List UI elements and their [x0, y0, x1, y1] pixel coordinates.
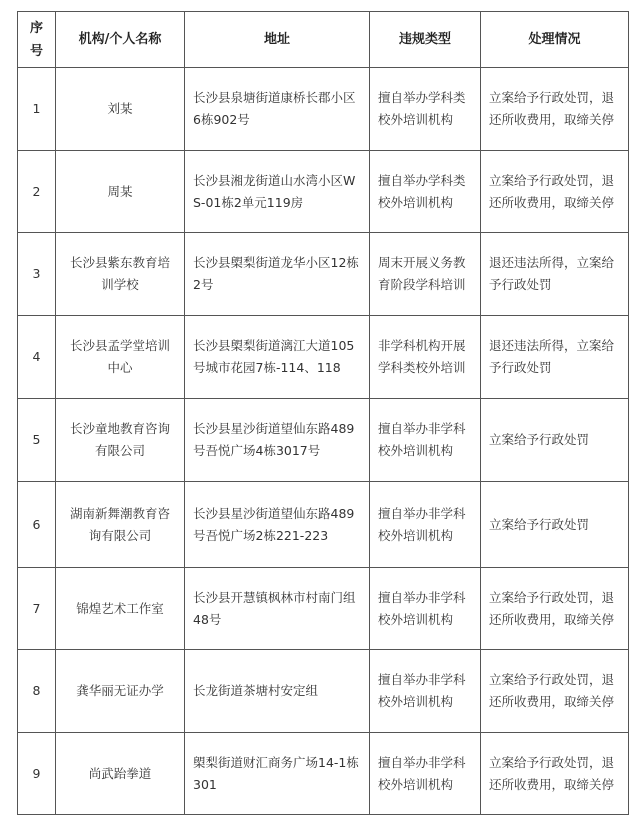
table-row: [18, 733, 629, 815]
cell-seq: 2: [18, 151, 56, 233]
cell-handling: 退还违法所得，立案给予行政处罚: [481, 233, 629, 316]
table-row: [18, 68, 629, 151]
cell-name: 长沙县孟学堂培训中心: [56, 316, 185, 399]
cell-name: 刘某: [56, 68, 185, 151]
cell-violation: 周末开展义务教育阶段学科培训: [370, 233, 481, 316]
cell-violation: 非学科机构开展学科类校外培训: [370, 316, 481, 399]
table-row: [18, 316, 629, 399]
table-row: [18, 650, 629, 733]
cell-name: 锦煌艺术工作室: [56, 568, 185, 650]
cell-name: 长沙县紫东教育培训学校: [56, 233, 185, 316]
table-row: [18, 151, 629, 233]
cell-handling: 立案给予行政处罚，退还所收费用，取缔关停: [481, 733, 629, 815]
cell-violation: 擅自举办非学科校外培训机构: [370, 399, 481, 482]
header-violation: 违规类型: [370, 12, 481, 68]
cell-seq: 8: [18, 650, 56, 733]
cell-address: 长沙县泉塘街道康桥长郡小区6栋902号: [185, 68, 370, 151]
cell-violation: 擅自举办非学科校外培训机构: [370, 733, 481, 815]
cell-seq: 7: [18, 568, 56, 650]
header-name: 机构/个人名称: [56, 12, 185, 68]
cell-handling: 立案给予行政处罚，退还所收费用，取缔关停: [481, 151, 629, 233]
table-row: [18, 568, 629, 650]
cell-handling: 退还违法所得，立案给予行政处罚: [481, 316, 629, 399]
cell-name: 龚华丽无证办学: [56, 650, 185, 733]
header-handling: 处理情况: [481, 12, 629, 68]
cell-handling: 立案给予行政处罚: [481, 482, 629, 568]
table-row: [18, 399, 629, 482]
table-header-row: [18, 12, 629, 68]
cell-address: 长沙县星沙街道望仙东路489号吾悦广场4栋3017号: [185, 399, 370, 482]
cell-seq: 3: [18, 233, 56, 316]
header-address: 地址: [185, 12, 370, 68]
cell-violation: 擅自举办非学科校外培训机构: [370, 482, 481, 568]
cell-address: 长沙县㮾梨街道漓江大道105号城市花园7栋-114、118: [185, 316, 370, 399]
header-seq: 序号: [18, 12, 56, 68]
cell-violation: 擅自举办学科类校外培训机构: [370, 151, 481, 233]
cell-handling: 立案给予行政处罚，退还所收费用，取缔关停: [481, 68, 629, 151]
cell-handling: 立案给予行政处罚: [481, 399, 629, 482]
cell-name: 周某: [56, 151, 185, 233]
cell-violation: 擅自举办非学科校外培训机构: [370, 650, 481, 733]
cell-name: 湖南新舞潮教育咨询有限公司: [56, 482, 185, 568]
table-row: [18, 233, 629, 316]
cell-name: 尚武跆拳道: [56, 733, 185, 815]
cell-address: 长沙县㮾梨街道龙华小区12栋2号: [185, 233, 370, 316]
table-row: [18, 482, 629, 568]
cell-name: 长沙童地教育咨询有限公司: [56, 399, 185, 482]
cell-seq: 4: [18, 316, 56, 399]
cell-handling: 立案给予行政处罚，退还所收费用，取缔关停: [481, 650, 629, 733]
cell-seq: 1: [18, 68, 56, 151]
cell-address: 长沙县星沙街道望仙东路489号吾悦广场2栋221-223: [185, 482, 370, 568]
cell-handling: 立案给予行政处罚，退还所收费用，取缔关停: [481, 568, 629, 650]
cell-seq: 5: [18, 399, 56, 482]
violation-records-table: [17, 11, 629, 815]
cell-address: 长沙县湘龙街道山水湾小区WS-01栋2单元119房: [185, 151, 370, 233]
cell-address: 长龙街道茶塘村安定组: [185, 650, 370, 733]
cell-seq: 6: [18, 482, 56, 568]
cell-address: 㮾梨街道财汇商务广场14-1栋301: [185, 733, 370, 815]
cell-violation: 擅自举办学科类校外培训机构: [370, 68, 481, 151]
cell-address: 长沙县开慧镇枫林市村南门组48号: [185, 568, 370, 650]
cell-violation: 擅自举办非学科校外培训机构: [370, 568, 481, 650]
cell-seq: 9: [18, 733, 56, 815]
